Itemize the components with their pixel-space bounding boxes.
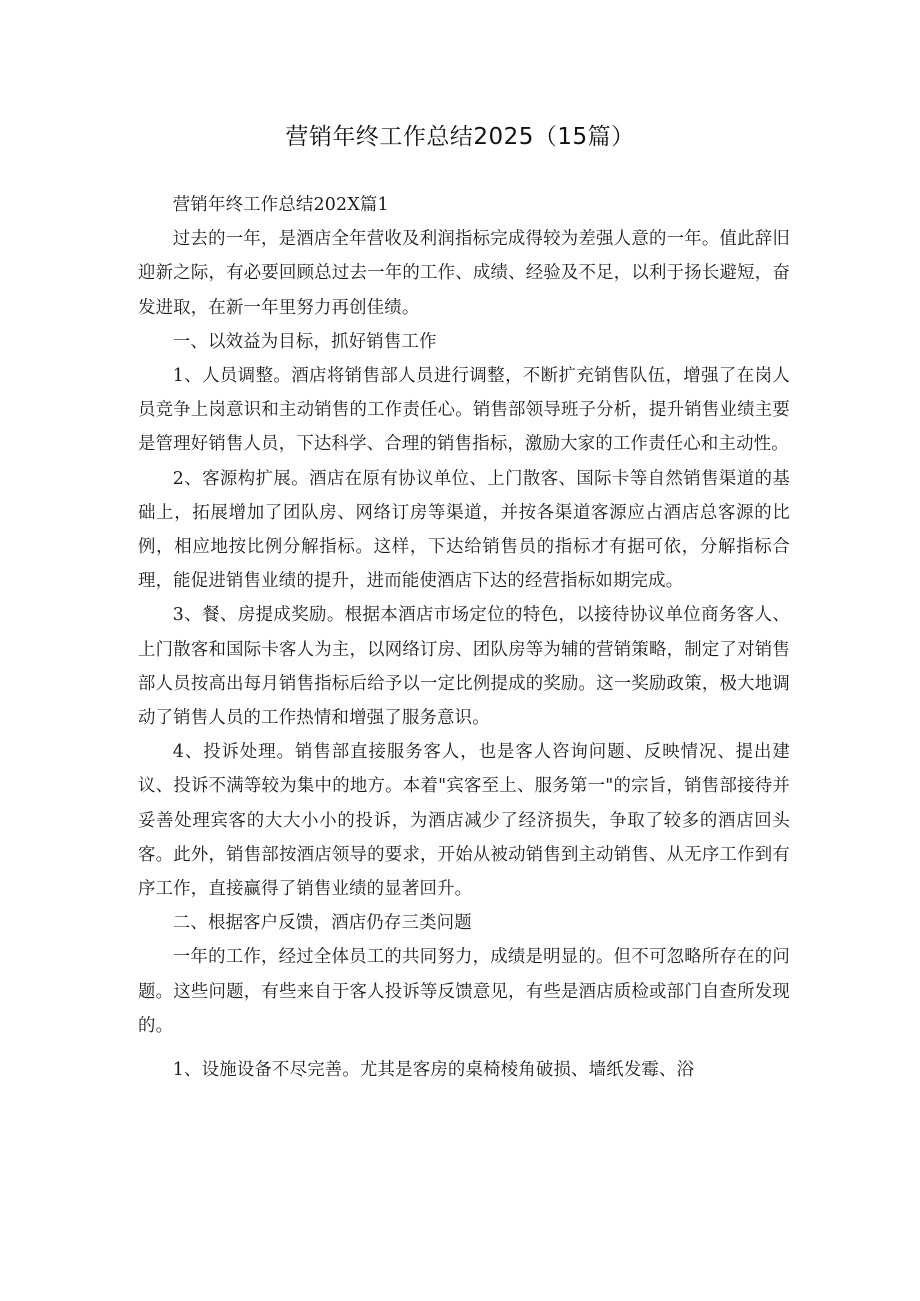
paragraph-complaint-handling: 4、投诉处理。销售部直接服务客人，也是客人咨询问题、反映情况、提出建议、投诉不满等较为集中的地方。本着"宾客至上、服务第一"的宗旨，销售部接待并妥善处理宾客的大大小小的投诉，为酒店减少了经济损失，争取了较多的酒店回头客。此外，销售部按酒店领导的要求，开始从被动销售到主动销售、从无序工作到有序工作，直接赢得了销售业绩的显著回升。	[138, 742, 790, 900]
paragraph-facilities: 1、设施设备不尽完善。尤其是客房的桌椅棱角破损、墙纸发霉、浴	[172, 1060, 695, 1081]
paragraph-customer-source: 2、客源构扩展。酒店在原有协议单位、上门散客、国际卡等自然销售渠道的基础上，拓展增加了团队房、网络订房等渠道，并按各渠道客源应占酒店总客源的比例，相应地按比例分解指标。这样，下达给销售员的指标才有据可依，分解指标合理，能促进销售业绩的提升，进而能使酒店下达的经营指标如期完成。	[138, 468, 790, 592]
subheading-sales-work: 一、以效益为目标，抓好销售工作	[172, 331, 437, 352]
section-heading: 营销年终工作总结202X篇1	[172, 195, 389, 215]
paragraph-intro: 过去的一年，是酒店全年营收及利润指标完成得较为差强人意的一年。值此辞旧迎新之际，有必要回顾总过去一年的工作、成绩、经验及不足，以利于扬长避短，奋发进取，在新一年里努力再创佳绩。	[138, 229, 790, 318]
paragraph-commission-reward: 3、餐、房提成奖励。根据本酒店市场定位的特色，以接待协议单位商务客人、上门散客和国际卡客人为主，以网络订房、团队房等为辅的营销策略，制定了对销售部人员按高出每月销售指标后给予以一定比例提成的奖励。这一奖励政策，极大地调动了销售人员的工作热情和增强了服务意识。	[138, 605, 790, 729]
subheading-problems: 二、根据客户反馈，酒店仍存三类问题	[172, 913, 472, 934]
document-body	[138, 188, 790, 1087]
paragraph-year-review: 一年的工作，经过全体员工的共同努力，成绩是明显的。但不可忽略所存在的问题。这些问题，有些来自于客人投诉等反馈意见，有些是酒店质检或部门自查所发现的。	[138, 947, 790, 1036]
document-title: 营销年终工作总结2025（15篇）	[285, 124, 635, 150]
paragraph-staff-adjustment: 1、人员调整。酒店将销售部人员进行调整，不断扩充销售队伍，增强了在岗人员竞争上岗意识和主动销售的工作责任心。销售部领导班子分析，提升销售业绩主要是管理好销售人员，下达科学、合理的销售指标，激励大家的工作责任心和主动性。	[138, 366, 790, 455]
